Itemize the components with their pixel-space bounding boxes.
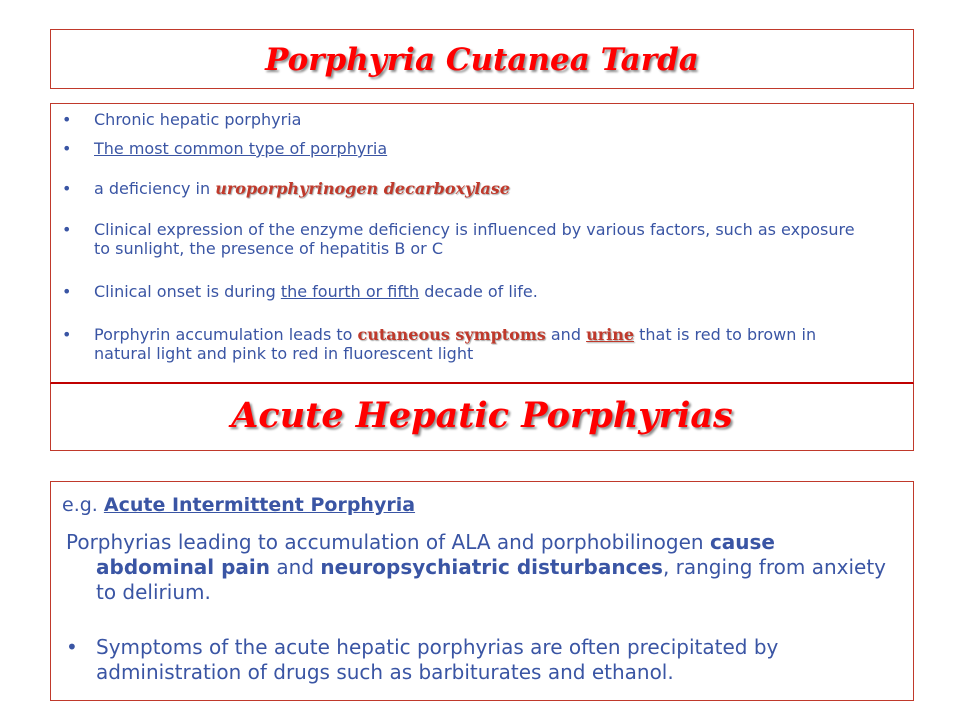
bullet-icon: • (62, 282, 72, 301)
bullet-text: Symptoms of the acute hepatic porphyrias are often precipitated by administration of drugs such as barbiturates and ethanol. (96, 635, 779, 684)
emphasis-abdominal-pain: cause abdominal pain (96, 530, 775, 579)
bullet-text: The most common type of porphyria (94, 139, 388, 158)
list-item (51, 110, 871, 129)
bullet-text: Porphyrin accumulation leads to cutaneous symptoms and urine that is red to brown in natural light and pink to red in fluorescent light (94, 325, 817, 363)
emphasis-neuropsychiatric: neuropsychiatric disturbances (320, 555, 663, 579)
section-title-acute-hepatic-porphyrias: Acute Hepatic Porphyrias (231, 395, 733, 436)
bullet-icon: • (62, 220, 72, 239)
content-box-pct (50, 103, 914, 384)
bullet-text: a deficiency in uroporphyrinogen decarboxylase (94, 179, 510, 198)
paragraph-acute-description: Porphyrias leading to accumulation of ALA and porphobilinogen cause abdominal pain and neuropsychiatric disturbances, ranging from anxiety to delirium. (66, 530, 886, 604)
title-box-porphyria-cutanea-tarda (50, 29, 914, 89)
bullet-icon: • (66, 635, 78, 659)
paragraph-precipitating-drugs (66, 635, 896, 685)
bullet-text: Clinical expression of the enzyme deficiency is influenced by various factors, such as exposure to sunlight, the presence of hepatitis B or C (94, 220, 855, 258)
section-title-porphyria-cutanea-tarda: Porphyria Cutanea Tarda (265, 42, 699, 78)
emphasis-onset: the fourth or fifth (280, 282, 420, 301)
title-box-acute-hepatic-porphyrias (50, 384, 914, 451)
emphasis-enzyme: uroporphyrinogen decarboxylase (215, 179, 510, 198)
acute-intermittent-porphyria-link[interactable]: Acute Intermittent Porphyria (103, 494, 416, 516)
bullet-icon: • (62, 325, 72, 344)
list-item (51, 139, 871, 158)
bullet-text: Clinical onset is during the fourth or fifth decade of life. (94, 282, 538, 301)
list-item (51, 179, 871, 198)
bullet-icon: • (62, 139, 72, 158)
content-box-acute (50, 481, 914, 701)
list-item (51, 220, 871, 258)
bullet-icon: • (62, 179, 72, 198)
bullet-text: Chronic hepatic porphyria (94, 110, 302, 129)
example-line: e.g. Acute Intermittent Porphyria (62, 494, 416, 516)
list-item (51, 325, 871, 363)
emphasis-cutaneous: cutaneous symptoms (357, 325, 546, 344)
bullet-icon: • (62, 110, 72, 129)
emphasis-urine: urine (586, 325, 635, 344)
list-item (51, 282, 871, 301)
